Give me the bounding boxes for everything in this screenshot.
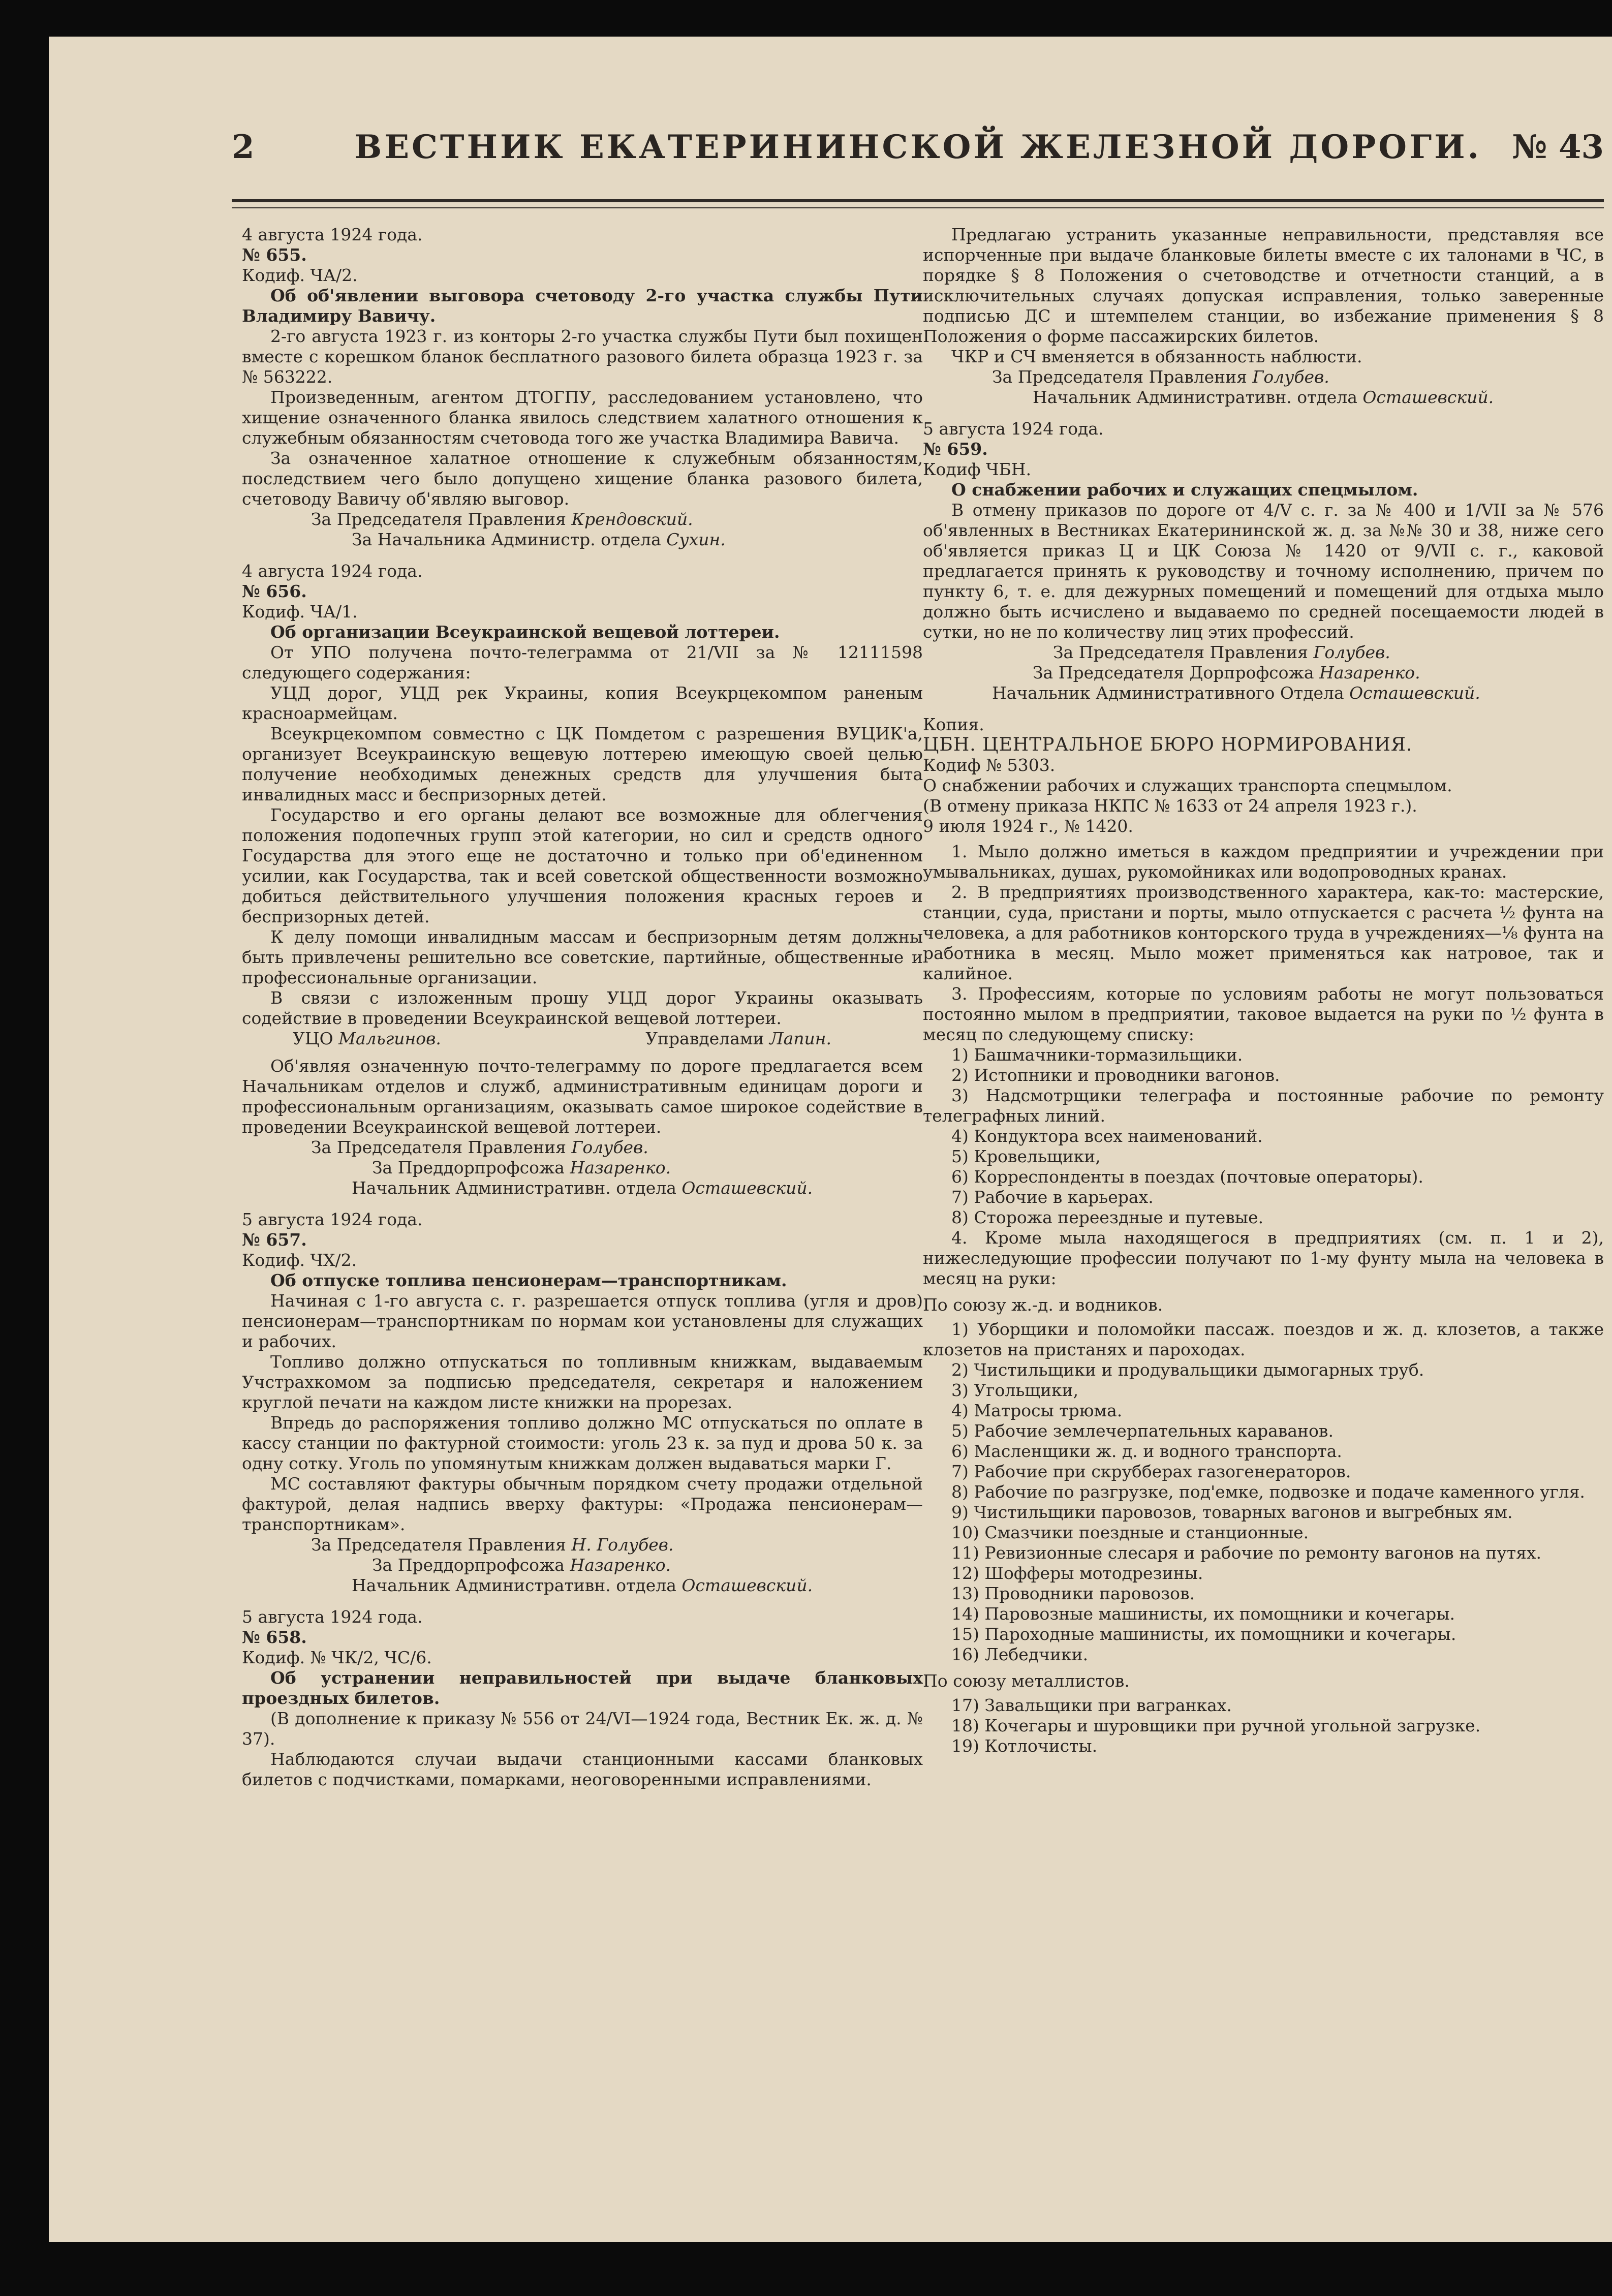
paragraph: 2-го августа 1923 г. из конторы 2-го участка службы Пути был похищен вместе с корешком бланок бесплатного разового билета образца 1923 г. за № 563222. — [242, 326, 923, 387]
paragraph: 2. В предприятиях производственного характера, как-то: мастерские, станции, суда, пристани и порты, мыло отпускается с расчета ½ фунта на человека, а для работников конторского труда в учреждениях—⅛ фунта на работника в месяц. Мыло может применяться как натровое, так и калийное. — [923, 882, 1604, 983]
list-item: 7) Рабочие в карьерах. — [951, 1187, 1154, 1207]
paragraph: Начиная с 1-го августа с. г. разрешается отпуск топлива (угля и дров) пенсионерам—транспортникам по нормам кои установлены для служащих и рабочих. — [242, 1291, 923, 1351]
order-date: 9 июля 1924 г., № 1420. — [923, 816, 1133, 836]
signature-name: Осташевский. — [1349, 683, 1480, 703]
order-number: № 658. — [242, 1627, 307, 1647]
order-date: 4 августа 1924 года. — [242, 561, 423, 581]
signature-line — [242, 1178, 923, 1198]
list-item: 15) Пароходные машинисты, их помощники и кочегары. — [951, 1624, 1456, 1644]
list-item: 2) Истопники и проводники вагонов. — [951, 1065, 1280, 1085]
list-item: 6) Масленщики ж. д. и водного транспорта. — [951, 1441, 1342, 1461]
signature-line — [242, 1158, 923, 1178]
bureau-name: ЦБН. ЦЕНТРАЛЬНОЕ БЮРО НОРМИРОВАНИЯ. — [923, 734, 1413, 755]
list-item: 7) Рабочие при скрубберах газогенераторов. — [951, 1462, 1351, 1481]
paragraph: УЦД дорог, УЦД рек Украины, копия Всеукрцекомпом раненым красноармейцам. — [242, 683, 923, 723]
order-number: № 655. — [242, 245, 307, 265]
order-number: № 656. — [242, 581, 307, 601]
list-item: 8) Рабочие по разгрузке, под'емке, подвозке и подаче каменного угля. — [951, 1482, 1585, 1502]
list-item: 4) Кондуктора всех наименований. — [951, 1126, 1263, 1146]
order-title: Об отпуске топлива пенсионерам—транспортникам. — [270, 1270, 787, 1290]
signature-name: Голубев. — [571, 1137, 648, 1157]
paragraph: (В дополнение к приказу № 556 от 24/VI—1924 года, Вестник Ек. ж. д. № 37). — [242, 1709, 923, 1749]
list-item: 16) Лебедчики. — [951, 1645, 1089, 1664]
signature-line — [242, 1575, 923, 1596]
list-item: 17) Завальщики при вагранках. — [951, 1695, 1232, 1715]
signature-line — [923, 387, 1604, 408]
order-title: О снабжении рабочих и служащих спецмылом. — [951, 480, 1418, 500]
order-date: 5 августа 1924 года. — [242, 1209, 423, 1229]
order-date: 5 августа 1924 года. — [923, 419, 1104, 439]
signature-role: За Председателя Правления — [311, 509, 572, 529]
list-item: 3) Угольщики, — [951, 1380, 1079, 1400]
union-heading: По союзу ж.-д. и водников. — [923, 1295, 1163, 1315]
order-subtitle: О снабжении рабочих и служащих транспорта спецмылом. — [923, 775, 1452, 795]
signature-line — [293, 1029, 441, 1049]
signature-role: Начальник Административн. отдела — [1033, 387, 1363, 407]
list-item: 12) Шофферы мотодрезины. — [951, 1563, 1203, 1583]
signature-role: За Преддорпрофсожа — [372, 1555, 570, 1575]
paragraph: В связи с изложенным прошу УЦД дорог Украины оказывать содействие в проведении Всеукраинской вещевой лоттереи. — [242, 988, 923, 1028]
list-item: 14) Паровозные машинисты, их помощники и кочегары. — [951, 1604, 1455, 1624]
list-item: 8) Сторожа переездные и путевые. — [951, 1207, 1264, 1227]
list-item: 4) Матросы трюма. — [951, 1401, 1123, 1420]
order-title: Об устранении неправильностей при выдаче бланковых проездных билетов. — [242, 1668, 923, 1708]
list-item: 18) Кочегары и шуровщики при ручной угольной загрузке. — [951, 1716, 1481, 1735]
signature-line — [242, 1137, 923, 1158]
order-658-continued — [923, 225, 1604, 408]
header-rule-thin — [232, 207, 1604, 208]
union-heading: По союзу металлистов. — [923, 1671, 1130, 1691]
paragraph: Впредь до распоряжения топливо должно МС отпускаться по оплате в кассу станции по фактурной стоимости: уголь 23 к. за пуд и дрова 50 к. за одну сотку. Уголь по упомянутым книжкам должен выдаваться марки Г. — [242, 1413, 923, 1473]
order-657 — [242, 1209, 923, 1596]
signature-role: За Преддорпрофсожа — [372, 1158, 570, 1177]
paragraph: МС составляют фактуры обычным порядком счету продажи отдельной фактурой, делая надпись вверху фактуры: «Продажа пенсионерам—транспортникам». — [242, 1474, 923, 1534]
paragraph: За означенное халатное отношение к служебным обязанностям, последствием чего было допущено хищение бланка разового билета, счетоводу Вавичу об'являю выговор. — [242, 448, 923, 509]
profession-list-2 — [923, 1319, 1604, 1665]
signature-line — [923, 663, 1604, 683]
left-column — [242, 225, 923, 2207]
paragraph: Наблюдаются случаи выдачи станционными кассами бланковых билетов с подчистками, помарками, неоговоренными исправлениями. — [242, 1749, 923, 1789]
signature-role: За Председателя Правления — [1053, 642, 1314, 662]
signature-role: УЦО — [293, 1029, 339, 1048]
order-code: Кодиф. ЧА/2. — [242, 265, 358, 285]
signature-role: За Председателя Правления — [311, 1535, 572, 1555]
paragraph: 1. Мыло должно иметься в каждом предприятии и учреждении при умывальниках, душах, рукомойниках или водопроводных кранах. — [923, 842, 1604, 882]
list-item: 19) Котлочисты. — [951, 1736, 1098, 1756]
list-item: 2) Чистильщики и продувальщики дымогарных труб. — [951, 1360, 1424, 1380]
paragraph: Государство и его органы делают все возможные для облегчения положения подопечных групп этой категории, но сил и средств одного Государства для этого еще не достаточно и только при об'единенном усилии, как Государства, так и всей советской общественности возможно добиться действительного улучшения положения красных героев и беспризорных детей. — [242, 805, 923, 926]
header-rule-thick — [232, 199, 1604, 202]
signature-row — [242, 1029, 923, 1049]
paragraph: Топливо должно отпускаться по топливным книжкам, выдаваемым Учстрахкомом за подписью председателя, секретаря и наложением круглой печати на каждом листе книжки на прорезах. — [242, 1352, 923, 1412]
list-item: 1) Уборщики и поломойки пассаж. поездов и ж. д. клозетов, а также клозетов на пристанях и пароходах. — [923, 1319, 1604, 1359]
list-item: 13) Проводники паровозов. — [951, 1584, 1195, 1603]
signature-role: За Председателя Дорпрофсожа — [1033, 663, 1320, 682]
signature-line — [242, 1535, 923, 1555]
paragraph: В отмену приказов по дороге от 4/V с. г. за № 400 и 1/VII за № 576 об'явленных в Вестниках Екатерининской ж. д. за №№ 30 и 38, ниже сего об'является приказ Ц и ЦК Союза № 1420 от 9/VII с. г., каковой предлагается принять к руководству и точному исполнению, причем по пункту 6, т. е. для дежурных помещений и помещений для отдыха мыло должно быть исчислено и выдаваемо по средней посещаемости людей в сутки, но не по количеству лиц этих профессий. — [923, 500, 1604, 642]
order-659 — [923, 419, 1604, 703]
signature-line — [645, 1029, 831, 1049]
order-reference: (В отмену приказа НКПС № 1633 от 24 апреля 1923 г.). — [923, 796, 1417, 816]
list-item: 11) Ревизионные слесаря и рабочие по ремонту вагонов на путях. — [951, 1543, 1541, 1563]
order-code: Кодиф ЧБН. — [923, 459, 1032, 479]
order-655 — [242, 225, 923, 550]
signature-role: Начальник Административн. отдела — [352, 1575, 682, 1595]
signature-name: Н. Голубев. — [571, 1535, 674, 1555]
newspaper-title: ВЕСТНИК ЕКАТЕРИНИНСКОЙ ЖЕЛЕЗНОЙ ДОРОГИ. — [354, 128, 1481, 166]
list-item: 10) Смазчики поездные и станционные. — [951, 1523, 1309, 1542]
newspaper-page — [49, 37, 1612, 2242]
signature-name: Осташевский. — [1362, 387, 1494, 407]
signature-name: Осташевский. — [681, 1575, 813, 1595]
order-code: Кодиф. № ЧК/2, ЧС/6. — [242, 1648, 432, 1667]
signature-role: Управделами — [645, 1029, 770, 1048]
signature-name: Назаренко. — [1319, 663, 1420, 682]
signature-line — [923, 642, 1604, 663]
signature-name: Мальгинов. — [338, 1029, 441, 1048]
paragraph: Предлагаю устранить указанные неправильности, представляя все испорченные при выдаче бланковые билеты вместе с их талонами в ЧС, в порядке § 8 Положения о счетоводстве и отчетности станций, а в исключительных случаях допуская исправления, только заверенные подписью ДС и штемпелем станции, во избежание применения § 8 Положения о форме пассажирских билетов. — [923, 225, 1604, 346]
signature-name: Назаренко. — [570, 1158, 671, 1177]
order-date: 4 августа 1924 года. — [242, 225, 423, 244]
order-title: Об организации Всеукраинской вещевой лоттереи. — [270, 622, 780, 642]
order-number: № 659. — [923, 439, 988, 459]
signature-name: Крендовский. — [571, 509, 693, 529]
signature-role: Начальник Административного Отдела — [992, 683, 1350, 703]
signature-name: Голубев. — [1313, 642, 1390, 662]
order-656 — [242, 561, 923, 1198]
paragraph: Об'являя означенную почто-телеграмму по дороге предлагается всем Начальникам отделов и служб, административным единицам дороги и профессиональным организациям, оказывать самое широкое содействие в проведении Всеукраинской вещевой лоттереи. — [242, 1056, 923, 1137]
signature-role: За Начальника Администр. отдела — [352, 530, 667, 549]
signature-line — [242, 509, 923, 530]
profession-list-1 — [923, 1045, 1604, 1228]
order-date: 5 августа 1924 года. — [242, 1607, 423, 1627]
paragraph: Всеукрцекомпом совместно с ЦК Помдетом с разрешения ВУЦИК'а, организует Всеукраинскую вещевую лоттерею имеющую своей целью получение необходимых денежных средств для улучшения быта инвалидных масс и беспризорных детей. — [242, 724, 923, 804]
list-item: 3) Надсмотрщики телеграфа и постоянные рабочие по ремонту телеграфных линий. — [923, 1085, 1604, 1126]
list-item: 9) Чистильщики паровозов, товарных вагонов и выгребных ям. — [951, 1502, 1513, 1522]
copy-label: Копия. — [923, 715, 984, 734]
list-item: 6) Корреспонденты в поездах (почтовые операторы). — [951, 1167, 1423, 1187]
issue-number: № 43 — [1512, 128, 1604, 166]
page-number: 2 — [232, 128, 255, 166]
order-title: Об об'явлении выговора счетоводу 2-го участка службы Пути Владимиру Вавичу. — [242, 286, 923, 326]
signature-name: Сухин. — [666, 530, 726, 549]
list-item: 5) Кровельщики, — [951, 1146, 1101, 1166]
signature-line — [923, 367, 1604, 387]
profession-list-3 — [923, 1695, 1604, 1756]
signature-line — [923, 683, 1604, 703]
signature-role: За Председателя Правления — [992, 367, 1253, 387]
order-number: № 657. — [242, 1230, 307, 1250]
copy-order-1420 — [923, 715, 1604, 1756]
signature-name: Лапин. — [769, 1029, 831, 1048]
right-column — [923, 225, 1604, 2207]
list-item: 1) Башмачники-тормазильщики. — [951, 1045, 1243, 1065]
signature-role: За Председателя Правления — [311, 1137, 572, 1157]
masthead — [232, 128, 1604, 184]
paragraph: Произведенным, агентом ДТОГПУ, расследованием установлено, что хищение означенного бланка явилось следствием халатного отношения к служебным обязанностям счетовода того же участка Владимира Вавича. — [242, 387, 923, 448]
signature-line — [242, 1555, 923, 1575]
signature-name: Голубев. — [1252, 367, 1329, 387]
order-code: Кодиф № 5303. — [923, 755, 1056, 775]
paragraph: 3. Профессиям, которые по условиям работы не могут пользоваться постоянно мылом в предприятии, таковое выдается на руки по ½ фунта в месяц по следующему списку: — [923, 984, 1604, 1044]
paragraph: ЧКР и СЧ вменяется в обязанность наблюсти. — [951, 347, 1362, 366]
signature-name: Осташевский. — [681, 1178, 813, 1198]
order-code: Кодиф. ЧХ/2. — [242, 1250, 357, 1270]
signature-line — [242, 530, 923, 550]
paragraph: К делу помощи инвалидным массам и беспризорным детям должны быть привлечены решительно все советские, партийные, общественные и профессиональные организации. — [242, 927, 923, 987]
signature-role: Начальник Административн. отдела — [352, 1178, 682, 1198]
list-item: 5) Рабочие землечерпательных караванов. — [951, 1421, 1334, 1441]
paragraph: 4. Кроме мыла находящегося в предприятиях (см. п. 1 и 2), нижеследующие профессии получают по 1-му фунту мыла на человека в месяц на руки: — [923, 1228, 1604, 1288]
order-658 — [242, 1607, 923, 1790]
signature-name: Назаренко. — [570, 1555, 671, 1575]
paragraph: От УПО получена почто-телеграмма от 21/VII за № 12111598 следующего содержания: — [242, 642, 923, 682]
order-code: Кодиф. ЧА/1. — [242, 602, 358, 622]
